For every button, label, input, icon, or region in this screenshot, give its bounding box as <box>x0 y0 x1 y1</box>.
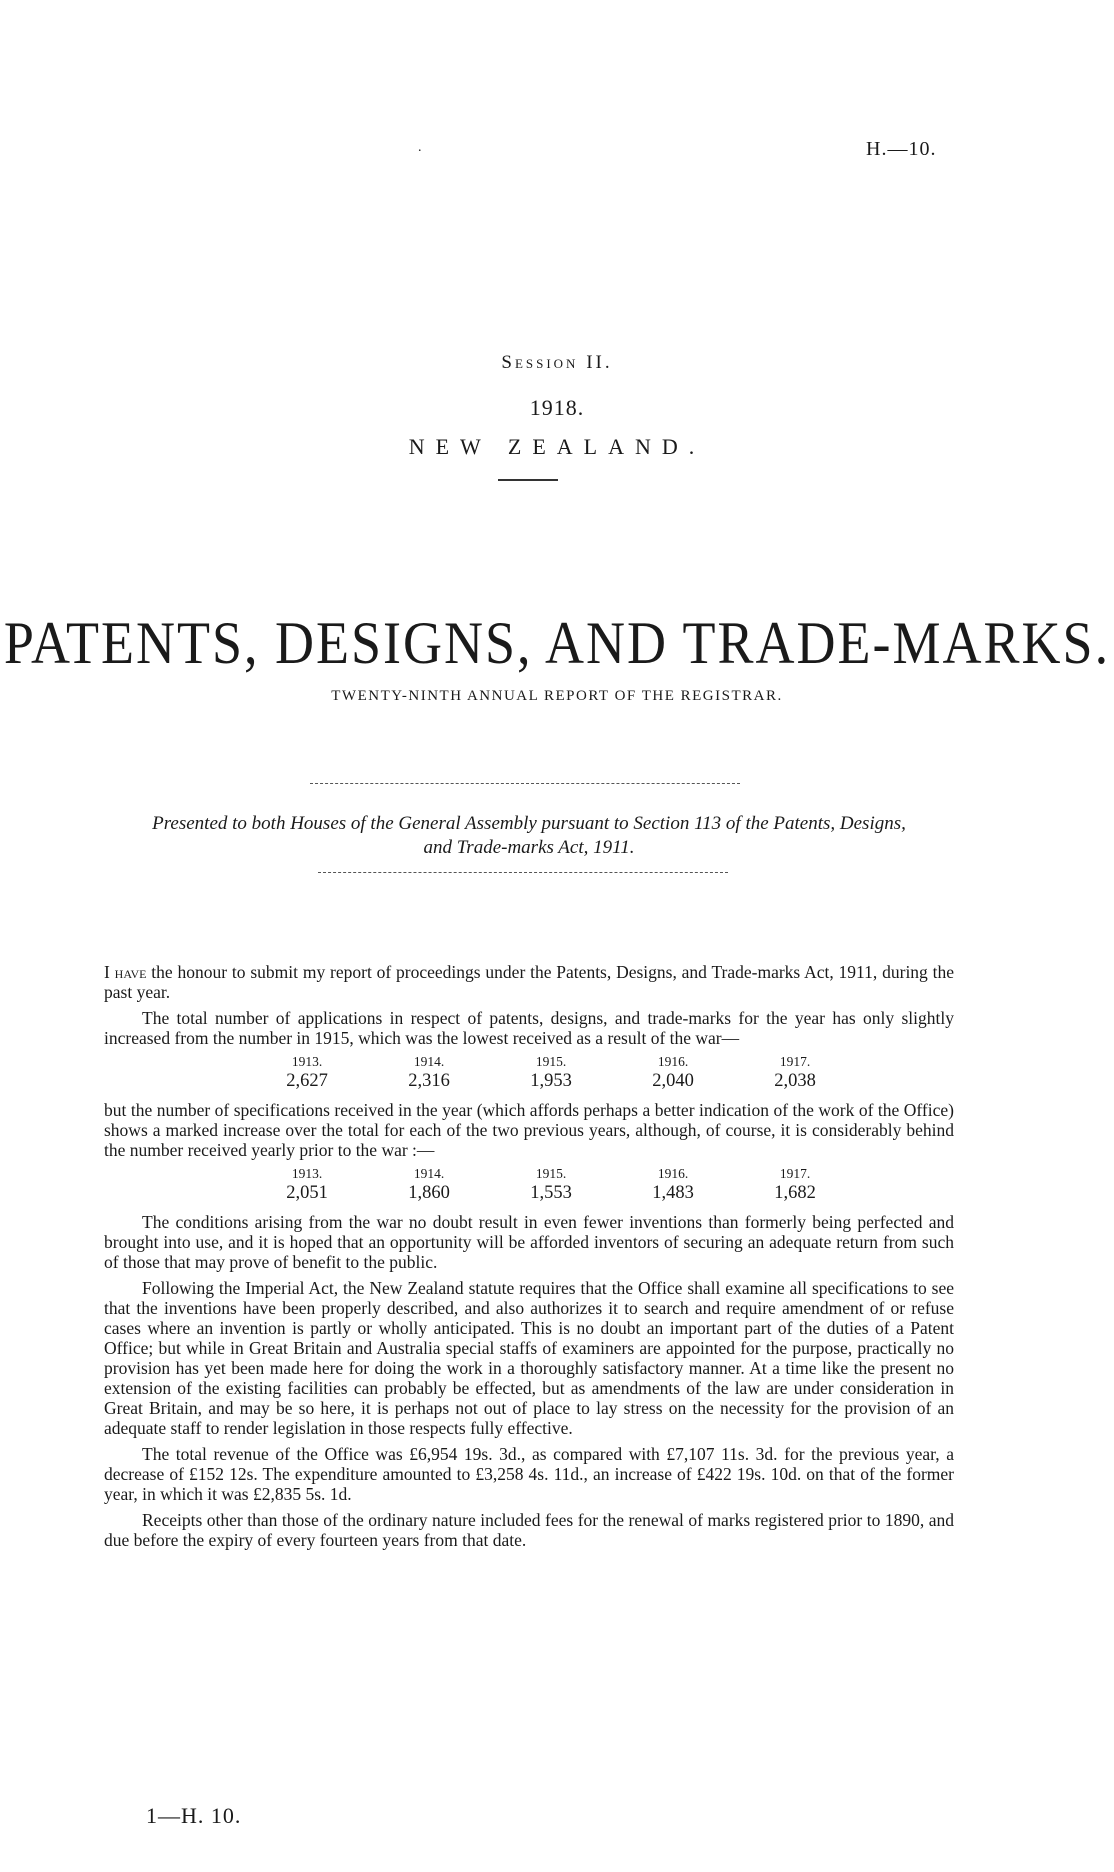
table-year: 1914. <box>413 1166 445 1181</box>
table-year: 1916. <box>657 1166 689 1181</box>
page-mark: . <box>418 140 422 155</box>
paragraph: The total number of applications in respect of patents, designs, and trade-marks for the year has only slightly increased from the number in 1915, which was the lowest received as a result of the war— <box>104 1008 954 1048</box>
table-value: 1,682 <box>774 1183 816 1203</box>
table-year: 1917. <box>779 1054 811 1069</box>
paragraph: Following the Imperial Act, the New Zealand statute requires that the Office shall examine all specifications to see that the inventions have been properly described, and also authorizes it to search and require amendment of or refuse cases where an invention is partly or wholly anticipated. This is no doubt an important part of the duties of a Patent Office; but while in Great Britain and Australia special staffs of examiners are appointed for the purpose, practically no provision has yet been made here for doing the work in a thoroughly satisfactory manner. At a time like the present no extension of the existing facilities can probably be effected, but as amendments of the law are under consideration in Great Britain, and may be so here, it is perhaps not out of place to lay stress on the necessity for the provision of an adequate staff to render legislation in those respects fully effective. <box>104 1278 954 1438</box>
table-year: 1917. <box>779 1166 811 1181</box>
year-label: 1918. <box>529 395 585 420</box>
table-value: 2,627 <box>286 1071 328 1091</box>
applications-table <box>246 1054 856 1092</box>
document-subtitle: TWENTY-NINTH ANNUAL REPORT OF THE REGISTRAR. <box>331 688 783 704</box>
session-label: Session II. <box>501 352 613 373</box>
table-value: 2,316 <box>408 1071 450 1091</box>
document-title: PATENTS, DESIGNS, AND TRADE-MARKS. <box>3 609 1111 677</box>
table-value: 1,860 <box>408 1183 450 1203</box>
lead-words: I have <box>104 962 147 982</box>
table-value: 2,038 <box>774 1071 816 1091</box>
paper-reference: H.—10. <box>866 138 937 160</box>
sheet-signature: 1—H. 10. <box>146 1803 242 1828</box>
country-label: NEW ZEALAND. <box>408 434 706 459</box>
table-year: 1913. <box>291 1166 323 1181</box>
table-value: 1,553 <box>530 1183 572 1203</box>
paragraph: Receipts other than those of the ordinary nature included fees for the renewal of marks registered prior to 1890, and due before the expiry of every fourteen years from that date. <box>104 1510 954 1550</box>
paragraph: The total revenue of the Office was £6,954 19s. 3d., as compared with £7,107 11s. 3d. for the previous year, a decrease of £152 12s. The expenditure amounted to £3,258 4s. 11d., an increase of £422 19s. 10d. on that of the former year, in which it was £2,835 5s. 1d. <box>104 1444 954 1504</box>
paragraph: but the number of specifications received in the year (which affords perhaps a better indication of the work of the Office) shows a marked increase over the total for each of the two previous years, although, of course, it is considerably behind the number received yearly prior to the war :— <box>104 1100 954 1160</box>
table-year: 1916. <box>657 1054 689 1069</box>
divider-rule <box>498 479 558 481</box>
paragraph <box>104 962 954 1002</box>
table-value: 2,040 <box>652 1071 694 1091</box>
presentation-line: and Trade-marks Act, 1911. <box>423 837 635 858</box>
specifications-table <box>246 1166 856 1204</box>
paragraph: The conditions arising from the war no doubt result in even fewer inventions than formerly being perfected and brought into use, and it is hoped that an opportunity will be afforded inventors of securing an adequate return from such of those that may prove of benefit to the public. <box>104 1212 954 1272</box>
table-year: 1913. <box>291 1054 323 1069</box>
table-year: 1914. <box>413 1054 445 1069</box>
divider-rule <box>310 783 740 784</box>
report-body <box>104 962 954 1556</box>
table-year: 1915. <box>535 1166 567 1181</box>
presentation-note <box>104 812 954 860</box>
presentation-line: Presented to both Houses of the General Assembly pursuant to Section 113 of the Patents, Designs, <box>152 813 906 834</box>
divider-rule <box>318 872 728 873</box>
paragraph-text: the honour to submit my report of proceedings under the Patents, Designs, and Trade-marks Act, 1911, during the past year. <box>104 962 955 1002</box>
table-value: 2,051 <box>286 1183 328 1203</box>
table-value: 1,483 <box>652 1183 694 1203</box>
table-value: 1,953 <box>530 1071 572 1091</box>
table-year: 1915. <box>535 1054 567 1069</box>
